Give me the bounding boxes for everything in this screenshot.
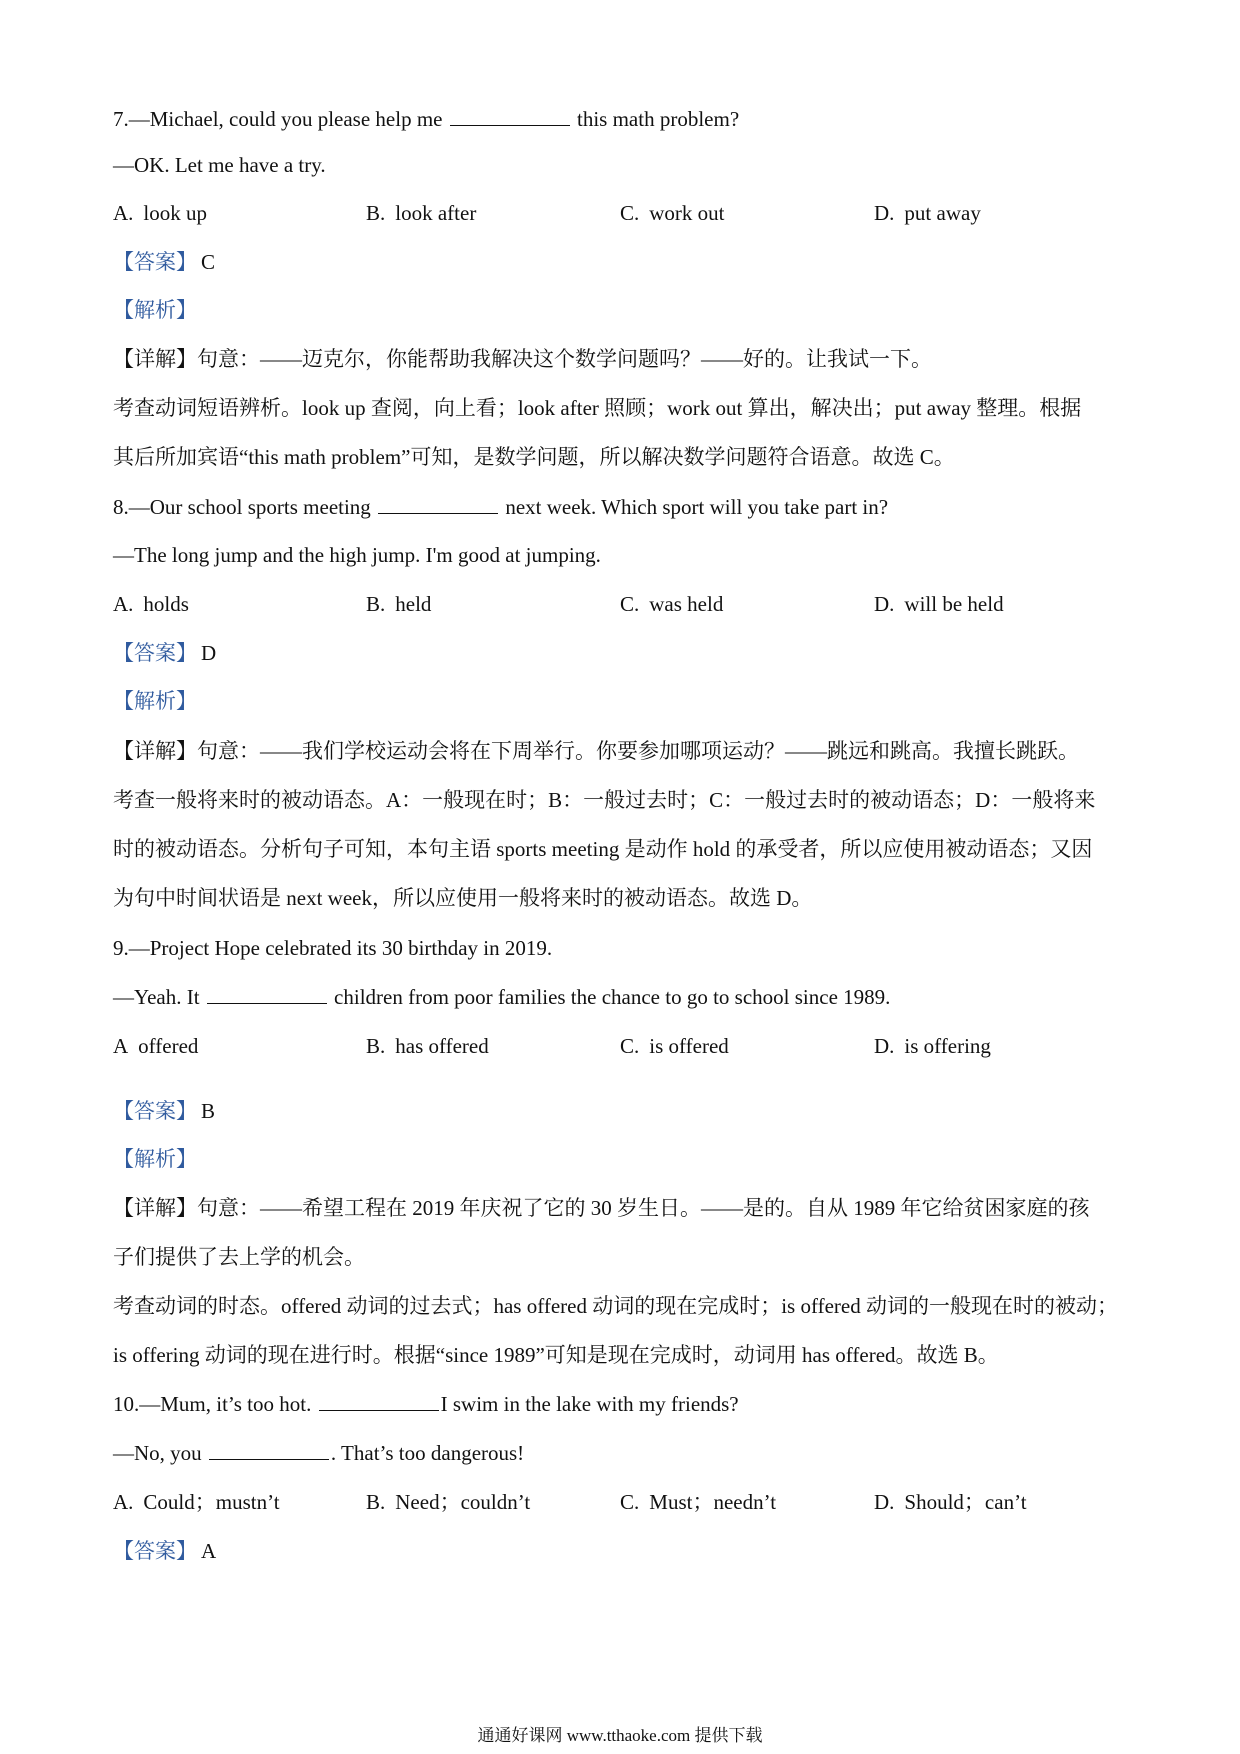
reply-text: —No, you xyxy=(113,1441,202,1465)
detail-line: 为句中时间状语是 next week，所以应使用一般将来时的被动语态。故选 D。 xyxy=(113,886,813,910)
question-text: 8.—Our school sports meeting xyxy=(113,495,371,519)
question-8-reply: —The long jump and the high jump. I'm good at jumping. xyxy=(113,543,601,567)
reply-text: . That’s too dangerous! xyxy=(330,1441,525,1465)
answer-line xyxy=(113,247,1133,277)
option-b: B. has offered xyxy=(366,1034,489,1058)
option-d: D. is offering xyxy=(874,1034,991,1058)
detail-line: 考查动词短语辨析。look up 查阅，向上看；look after 照顾；work out 算出，解决出；put away 整理。根据 xyxy=(113,396,1082,420)
detail-line: 其后所加宾语“this math problem”可知，是数学问题，所以解决数学问题符合语意。故选 C。 xyxy=(113,445,955,469)
question-text: this math problem? xyxy=(577,107,740,131)
detail-line: 子们提供了去上学的机会。 xyxy=(113,1245,365,1269)
answer-blank xyxy=(209,1441,329,1460)
option-c: C. Must；needn’t xyxy=(620,1490,777,1514)
page-footer: 通通好课网 www.tthaoke.com 提供下载 xyxy=(477,1726,763,1745)
answer-blank xyxy=(378,495,498,514)
answer-label: 【答案】 xyxy=(113,641,197,665)
option-a: A offered xyxy=(113,1034,199,1058)
option-b: B. held xyxy=(366,592,432,616)
option-a: A. Could；mustn’t xyxy=(113,1490,280,1514)
analysis-label: 【解析】 xyxy=(113,689,197,713)
option-c: C. is offered xyxy=(620,1034,729,1058)
option-d: D. will be held xyxy=(874,592,1004,616)
answer-blank xyxy=(450,107,570,126)
option-a: A. look up xyxy=(113,201,208,225)
detail-line: is offering 动词的现在进行时。根据“since 1989”可知是现在完成时，动词用 has offered。故选 B。 xyxy=(113,1343,999,1367)
detail-line: 考查一般将来时的被动语态。A：一般现在时；B：一般过去时；C：一般过去时的被动语态；D：一般将来 xyxy=(113,788,1096,812)
answer-line xyxy=(113,638,1133,668)
answer-line xyxy=(113,1096,1133,1126)
option-d: D. Should；can’t xyxy=(874,1490,1027,1514)
option-b: B. Need；couldn’t xyxy=(366,1490,531,1514)
answer-label: 【答案】 xyxy=(113,1099,197,1123)
question-10-reply xyxy=(113,1438,1133,1468)
question-text: next week. Which sport will you take part in? xyxy=(505,495,889,519)
analysis-label: 【解析】 xyxy=(113,1147,197,1171)
detail-line: 【详解】句意：——我们学校运动会将在下周举行。你要参加哪项运动？——跳远和跳高。我擅长跳跃。 xyxy=(113,739,1079,763)
answer-label: 【答案】 xyxy=(113,1539,197,1563)
answer-value: D xyxy=(201,641,217,665)
answer-value: A xyxy=(201,1539,217,1563)
answer-label: 【答案】 xyxy=(113,250,197,274)
question-text: 10.—Mum, it’s too hot. xyxy=(113,1392,312,1416)
answer-value: C xyxy=(201,250,216,274)
question-text: I swim in the lake with my friends? xyxy=(440,1392,739,1416)
answer-value: B xyxy=(201,1099,216,1123)
option-d: D. put away xyxy=(874,201,981,225)
option-c: C. was held xyxy=(620,592,724,616)
question-9-reply xyxy=(113,982,1133,1012)
detail-line: 【详解】句意：——希望工程在 2019 年庆祝了它的 30 岁生日。——是的。自从 1989 年它给贫困家庭的孩 xyxy=(113,1196,1090,1220)
question-text: 7.—Michael, could you please help me xyxy=(113,107,443,131)
answer-blank xyxy=(207,985,327,1004)
answer-blank xyxy=(319,1392,439,1411)
question-8-stem xyxy=(113,492,1133,522)
option-b: B. look after xyxy=(366,201,477,225)
detail-line: 时的被动语态。分析句子可知，本句主语 sports meeting 是动作 hold 的承受者，所以应使用被动语态；又因 xyxy=(113,837,1093,861)
option-a: A. holds xyxy=(113,592,189,616)
question-9-stem: 9.—Project Hope celebrated its 30 birthday in 2019. xyxy=(113,936,553,960)
question-7-reply: —OK. Let me have a try. xyxy=(113,153,326,177)
answer-line xyxy=(113,1536,1133,1566)
question-10-stem xyxy=(113,1389,1133,1419)
detail-line: 考查动词的时态。offered 动词的过去式；has offered 动词的现在完成时；is offered 动词的一般现在时的被动； xyxy=(113,1294,1118,1318)
analysis-label: 【解析】 xyxy=(113,298,197,322)
question-7-stem xyxy=(113,104,1133,134)
option-c: C. work out xyxy=(620,201,725,225)
reply-text: —Yeah. It xyxy=(113,985,200,1009)
detail-line: 【详解】句意：——迈克尔，你能帮助我解决这个数学问题吗？——好的。让我试一下。 xyxy=(113,347,932,371)
reply-text: children from poor families the chance to go to school since 1989. xyxy=(334,985,891,1009)
